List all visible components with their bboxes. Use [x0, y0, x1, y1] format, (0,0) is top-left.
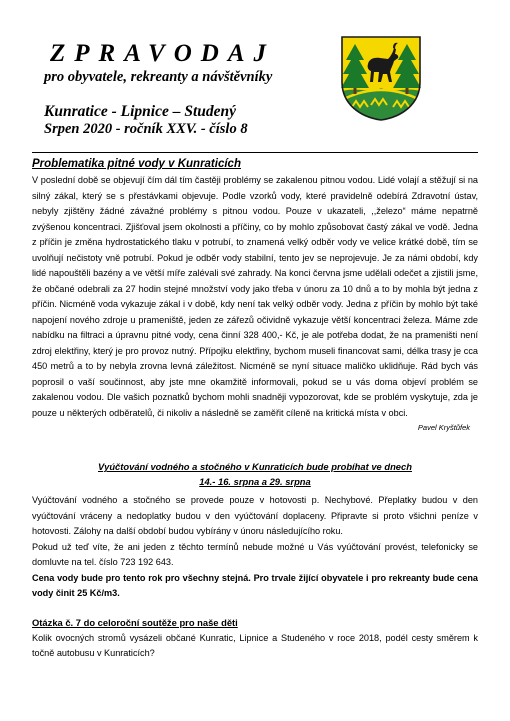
- municipality-names: Kunratice - Lipnice – Studený: [44, 103, 237, 120]
- article-body-water-quality: V poslední době se objevují čím dál tím častěji problémy se zakalenou pitnou vodou. Lidé volají a stěžují si na silný zákal, který se s přestávkami objevuje. Podle vzorků vody, které pravidelně odebírá Zdravotní ústav, nebyly zjištěny žádné závažné problémy s pitnou vodou. Pouze v ukazateli, ,,železo“ máme nepatrně zvýšenou koncentraci. Zjišťoval jsem okolnosti a příčiny, co by mohlo způsobovat častý zákal ve vodě. Jedna z příčin je změna hydrostatického tlaku v potrubí, to znamená velký odběr vody ve velice krátké době, tím se uvolňují nečistoty vně potrubí. Pokud je odběr vody stabilní, tento jev se neprojevuje. Je za námi období, kdy lidé napouštěli bazény a ve větší míře zalévali své zahrady. Na konci června jsme udělali odečet a zjistili jsme, že občané odebrali za 27 hodin stejné množství vody jako třeba v únoru za 10 dnů a to by mohla být jedna z příčin. Nicméně voda vykazuje zákal i v době, kdy není tak velký odběr vody. Jedna z příčin by mohlo být také napojení nového zdroje u prameniště, jeden ze zářezů očividně vykazuje větší koncentraci železa. Máme zde nabídku na filtraci a úpravnu pitné vody, cena činní 328 400,- Kč, je ale potřeba dodat, že na prameništi není zdroj elektřiny, který je pro provoz nutný. Přípojku elektřiny, bychom museli financovat sami, délka trasy je cca 450 metrů a to by nebyla zrovna levná záležitost. Nicméně se nyní situace maličko uklidňuje. Rád bych vás poprosil o vaší součinnost, aby jste mne okamžitě informovali, pokud se u vás doma objeví problém se zakalenou vodou. Dle vašich poznatků bychom mohli snadněji vypozorovat, kde se problém vyskytuje, zda je pouze u některých odběratelů, či nikoliv a následně se zaměřit cíleně na kritická místa v obci.: [32, 175, 478, 418]
- article-signature: Pavel Kryštůfek: [417, 423, 470, 432]
- article-heading-water-quality: Problematika pitné vody v Kunraticích: [32, 158, 241, 170]
- billing-paragraph-1: Vyúčtování vodného a stočného se provede pouze v hotovosti p. Nechybové. Přeplatky budou v den vyúčtování vráceny a nedoplatky budou v den vyúčtování doplaceny. Připravte si proto všichni peníze v hotovosti. Zálohy na další období budou vybírány v únoru následujícího roku.: [32, 495, 478, 536]
- quiz-question: Kolik ovocných stromů vysázeli občané Kunratic, Lipnice a Studeného v roce 2018, podél cesty směrem k točně autobusu v Kunraticích?: [32, 632, 478, 658]
- newsletter-content: [32, 153, 478, 662]
- quiz-heading: Otázka č. 7 do celoroční soutěže pro naše děti: [32, 616, 238, 628]
- masthead: [44, 40, 334, 138]
- article-heading-billing: Vyúčtování vodného a stočného v Kunraticích bude probíhat ve dnech: [98, 461, 412, 472]
- billing-paragraph-2: Pokud už teď víte, že ani jeden z těchto termínů nebude možné u Vás vyúčtování provést, telefonicky se domluvte na tel. číslo 723 192 643.: [32, 541, 478, 567]
- water-price-notice: Cena vody bude pro tento rok pro všechny stejná. Pro trvale žijící obyvatele i pro rekreanty bude cena vody činit 25 Kč/m3.: [32, 572, 478, 598]
- issue-info: Srpen 2020 - ročník XXV. - číslo 8: [44, 121, 248, 137]
- newsletter-subtitle: pro obyvatele, rekreanty a návštěvníky: [44, 69, 273, 85]
- municipal-coat-of-arms: [338, 34, 424, 122]
- billing-dates: 14.- 16. srpna a 29. srpna: [199, 476, 311, 487]
- newsletter-title: ZPRAVODAJ: [50, 40, 275, 67]
